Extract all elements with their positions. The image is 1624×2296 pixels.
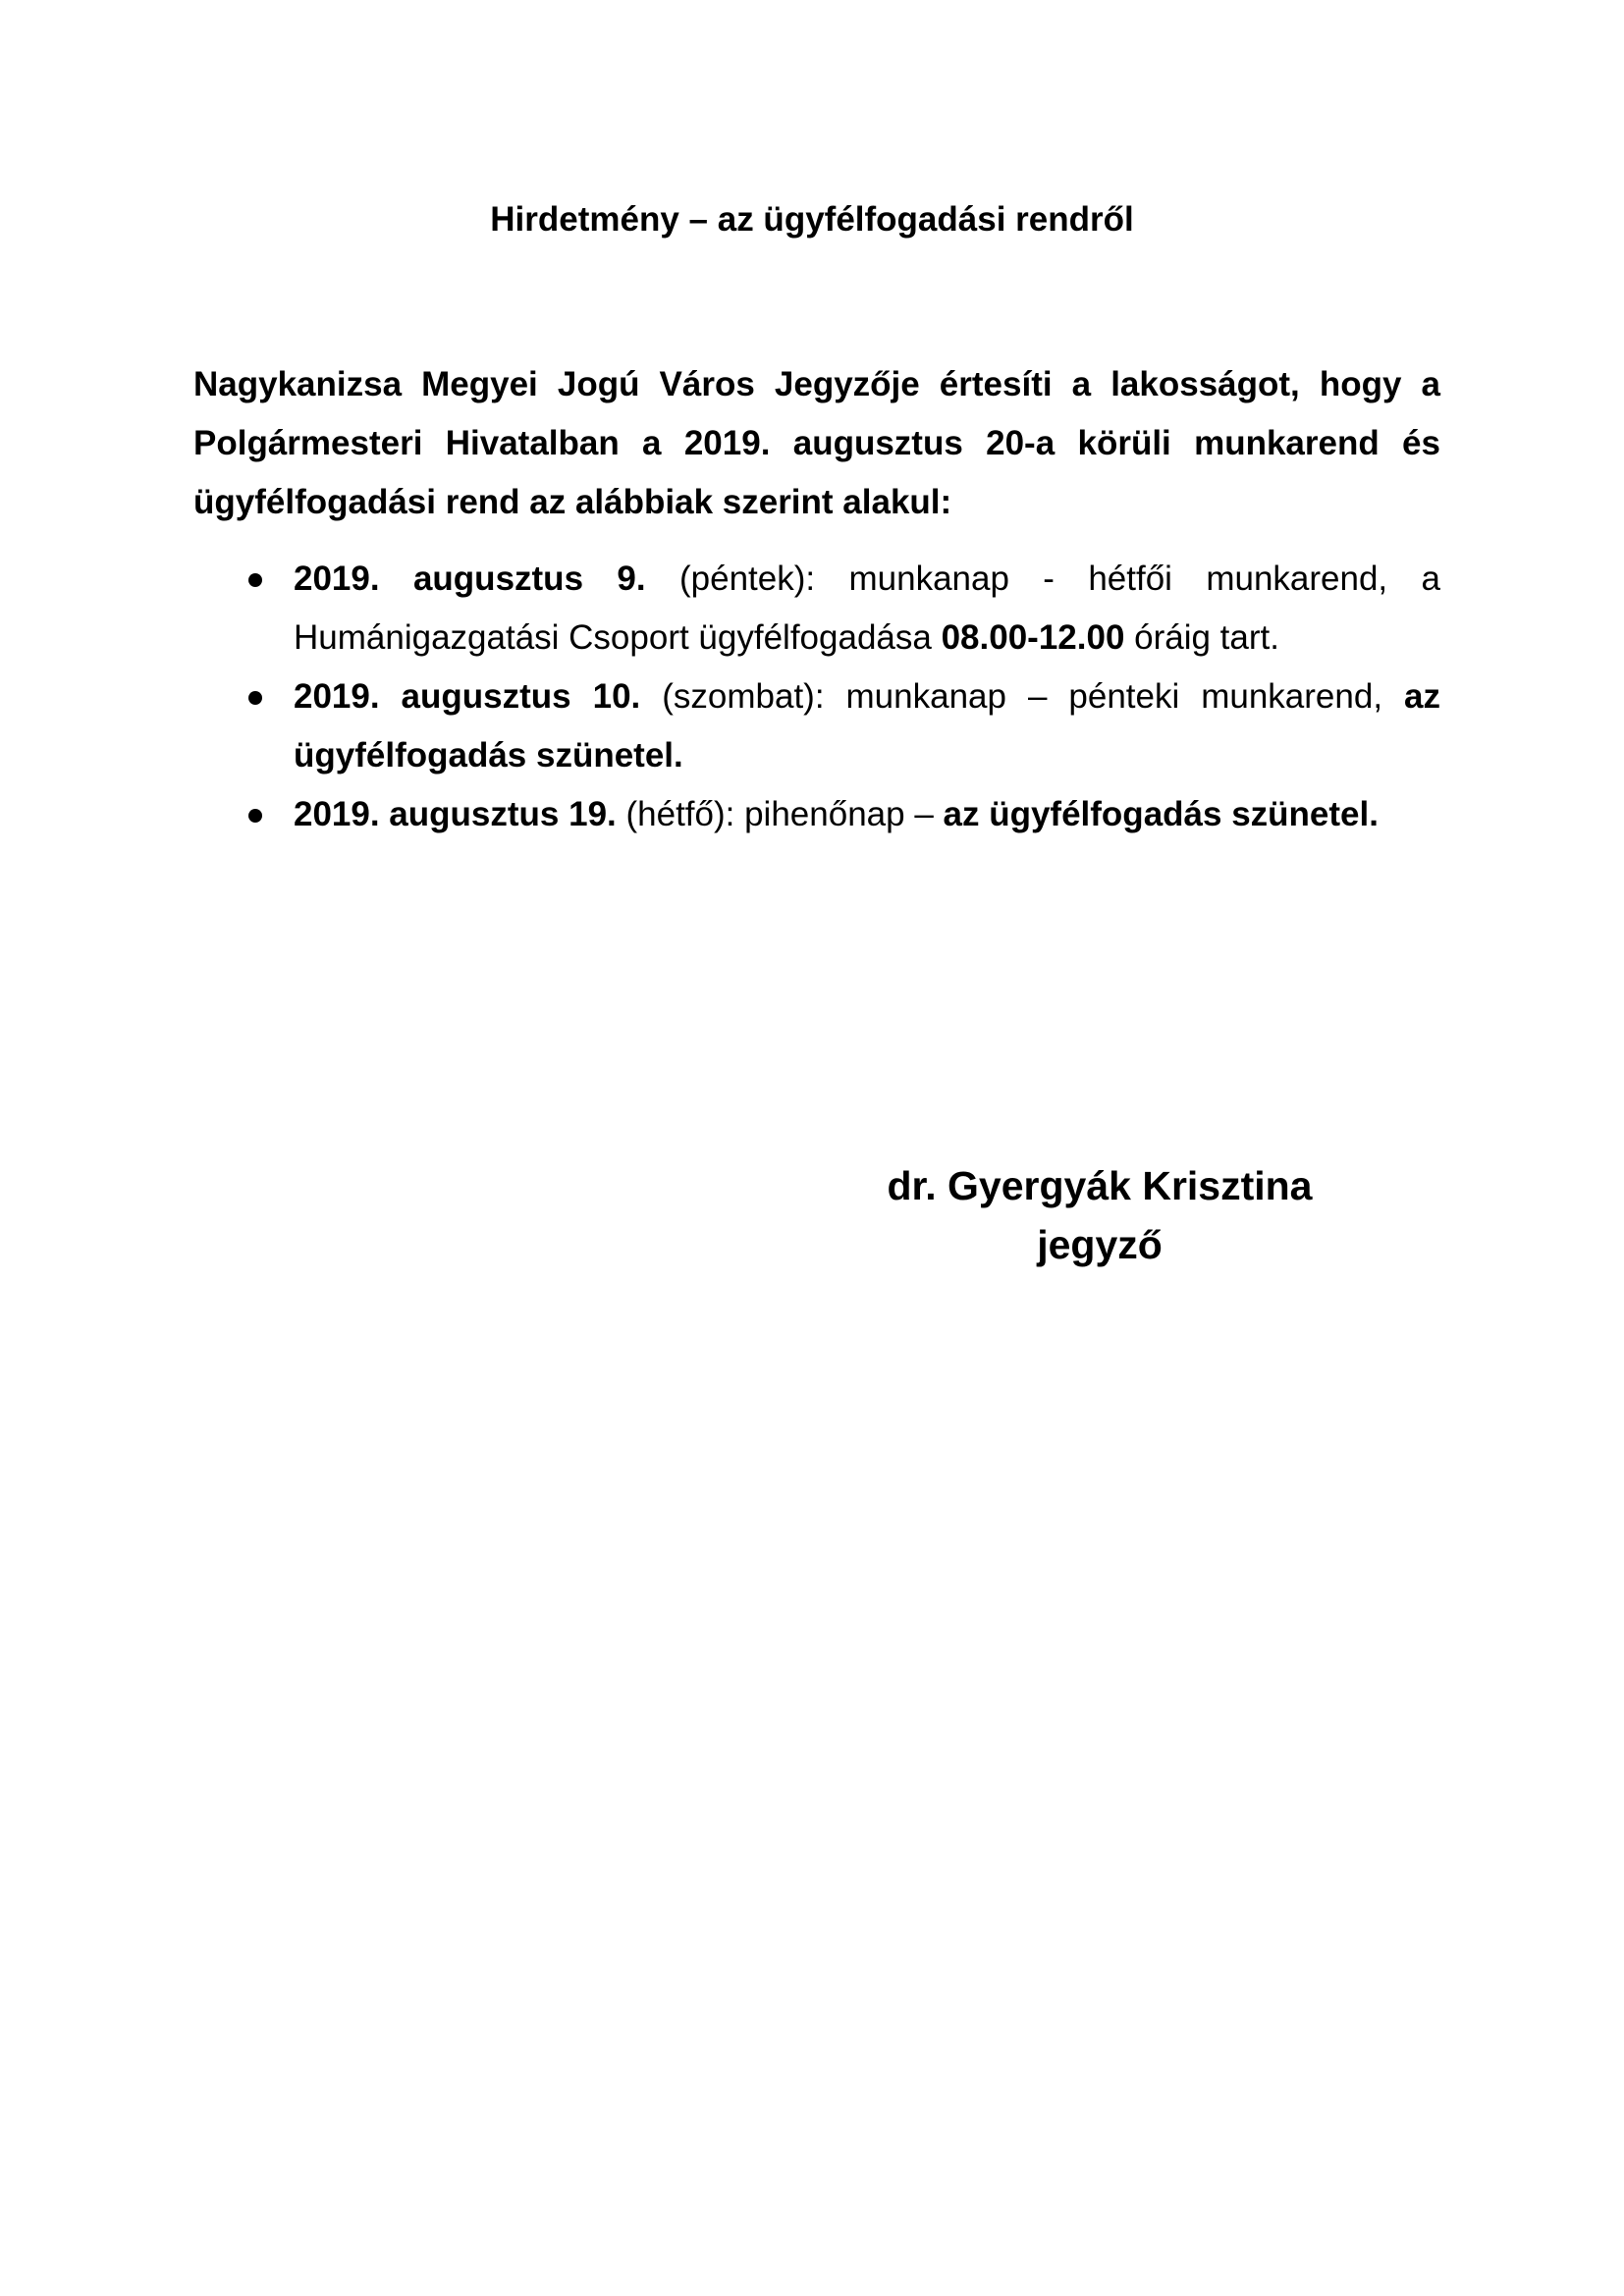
item-date: 2019. augusztus 10. [294, 677, 641, 716]
signer-name: dr. Gyergyák Krisztina [887, 1163, 1313, 1208]
bullet-icon [248, 573, 262, 587]
signer-role: jegyző [1037, 1222, 1163, 1267]
intro-paragraph: Nagykanizsa Megyei Jogú Város Jegyzője értesíti a lakosságot, hogy a Polgármesteri Hivatalban a 2019. augusztus 20-a körüli munkarend és ügyfélfogadási rend az alábbiak szerint alakul: [193, 365, 1440, 521]
item-text: (hétfő): pihenőnap – [616, 795, 944, 833]
item-text: (péntek): munkanap - hétfői munkarend, a Humánigazgatási Csoport ügyfélfogadása [294, 560, 1441, 657]
document-title: Hirdetmény – az ügyfélfogadási rendről [490, 200, 1134, 239]
signature-block [844, 1156, 1355, 1274]
item-text: (szombat): munkanap – pénteki munkarend, [640, 677, 1405, 716]
item-status: az ügyfélfogadás szünetel. [294, 677, 1440, 774]
item-text-end: óráig tart. [1124, 618, 1279, 657]
item-date: 2019. augusztus 19. [294, 795, 617, 833]
item-status: az ügyfélfogadás szünetel. [943, 795, 1379, 833]
list-item [193, 667, 1440, 785]
item-date: 2019. augusztus 9. [294, 560, 646, 598]
list-item [193, 550, 1440, 667]
bullet-icon [248, 809, 262, 823]
schedule-list [193, 550, 1440, 844]
bullet-icon [248, 691, 262, 705]
list-item [193, 785, 1440, 844]
item-hours: 08.00-12.00 [941, 618, 1125, 657]
